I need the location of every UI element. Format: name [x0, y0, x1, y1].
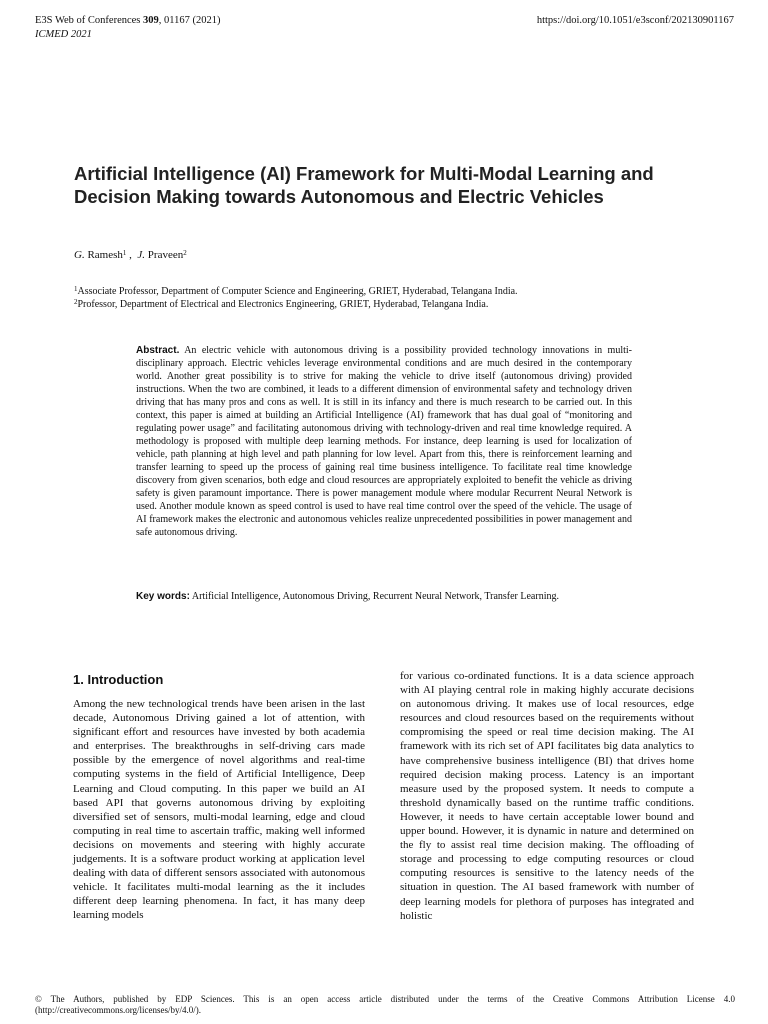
intro-right-column: for various co-ordinated functions. It is a data science approach with AI playing central role in making highly accurate decisions on autonomous driving. It makes use of local resources, edge resources and cloud resources based on the requirements without compromising the speed or real time decision making. The AI framework with its rich set of API facilitates big data analytics to have comprehensive business intelligence (BI) that drives home required decision making process. Latency is an important measure used by the proposed system. It needs to compute a threshold dynamically based on the runtime traffic conditions. However, it needs to have certain acceptable lower bound and upper bound. However, it is dynamic in nature and determined on the fly to assist real time decision making. The offloading of storage and processing to edge computing resources or cloud computing resources is sensitive to the latency needs of the situation in question. The AI based framework with number of deep learning models for plethora of purposes has integrated and holistic: [400, 670, 694, 922]
author-list: G. Ramesh$^1$ , J. Praveen$^2$: [74, 249, 187, 261]
author-surname: Praveen: [147, 249, 184, 261]
running-header: [35, 14, 221, 42]
journal-volume: 309: [143, 15, 159, 26]
author-affil-marker: 1: [122, 249, 127, 257]
journal-citation: [35, 14, 221, 28]
affiliation-marker: 2: [74, 298, 78, 306]
keywords: [136, 590, 636, 603]
doi-link[interactable]: https://doi.org/10.1051/e3sconf/202130901167: [536, 15, 734, 26]
author-surname: Ramesh: [87, 249, 123, 261]
license-footer: © The Authors, published by EDP Sciences. This is an open access article distributed under the terms of the Creative Commons Attribution License 4.0 (http://creativecommons.org/licenses/by/4.0/).: [35, 994, 735, 1015]
author-affil-marker: 2: [183, 249, 187, 257]
section-heading: 1. Introduction: [73, 672, 164, 687]
affiliation-text: Associate Professor, Department of Computer Science and Engineering, GRIET, Hyderabad, Telangana India.: [77, 286, 518, 297]
affiliation-marker: 1: [74, 285, 78, 293]
intro-left-column: Among the new technological trends have been arisen in the last decade, Autonomous Driving gained a lot of attention, with significant effort and resources have invested by both academia and enterprises. The breakthroughs in self-driving cars made possible by the emergence of novel algorithms and real-time computing systems in the field of Artificial Intelligence, Deep Learning and Cloud computing. In this paper we build an AI based API that governs autonomous driving by exploiting diversified set of sensors, multi-modal learning, edge and cloud computing in real time to ascertain traffic, making well informed decisions on movements and steering with highly accurate judgements. It is a software product working at application level dealing with data of different sensors associated with autonomous vehicle. It facilitates multi-modal learning as the it includes different deep learning phenomena. In fact, it has many deep learning models: [73, 698, 365, 922]
keywords-text: Artificial Intelligence, Autonomous Driving, Recurrent Neural Network, Transfer Learning.: [191, 591, 559, 602]
author-initial: J.: [137, 249, 146, 261]
affiliation: [74, 298, 518, 311]
affiliation-text: Professor, Department of Electrical and Electronics Engineering, GRIET, Hyderabad, Telangana India.: [77, 299, 489, 310]
conference-name: ICMED 2021: [35, 29, 92, 40]
journal-name: E3S Web of Conferences: [35, 15, 141, 26]
paper-title: Artificial Intelligence (AI) Framework for Multi-Modal Learning and Decision Making towards Autonomous and Electric Vehicles: [74, 163, 654, 207]
affiliations: [74, 285, 518, 311]
abstract: [136, 344, 632, 539]
article-number: , 01167 (2021): [158, 15, 221, 26]
keywords-label: Key words:: [136, 591, 190, 602]
abstract-label: Abstract.: [136, 345, 180, 356]
author-initial: G.: [74, 249, 85, 261]
affiliation: [74, 285, 518, 298]
abstract-text: An electric vehicle with autonomous driving is a possibility provided technology innovations in multi-disciplinary approach. Electric vehicles leverage environmental conditions and are much desired in the contemporary world. Another great possibility is to strive for making the vehicle to drive itself (autonomous driving) provided instructions. When the two are combined, it leads to a different dimension of environmental safety and technology driven driving that has many pros and cons as well. It is still in its infancy and there is much research to be carried out. In this context, this paper is aimed at building an Artificial Intelligence (AI) framework that has dual goal of “monitoring and regulating power usage” and facilitating autonomous driving with technology-driven and real time knowledge required. A methodology is proposed with multiple deep learning methods. For instance, deep learning is used for localization of vehicle, path planning at high level and path planning for low level. Apart from this, there is reinforcement learning and transfer learning to speed up the process of gaining real time business intelligence. To facilitate real time knowledge discovery from given scenarios, both edge and cloud resources are appropriately exploited to benefit the vehicle as driving safety is given paramount importance. There is power management module where modular Recurrent Neural Network is used. Another module known as speed control is used to have real time control over the speed of the vehicle. The usage of AI framework makes the electronic and autonomous vehicles realize unprecedented possibilities in power management and safe autonomous driving.: [136, 345, 632, 538]
